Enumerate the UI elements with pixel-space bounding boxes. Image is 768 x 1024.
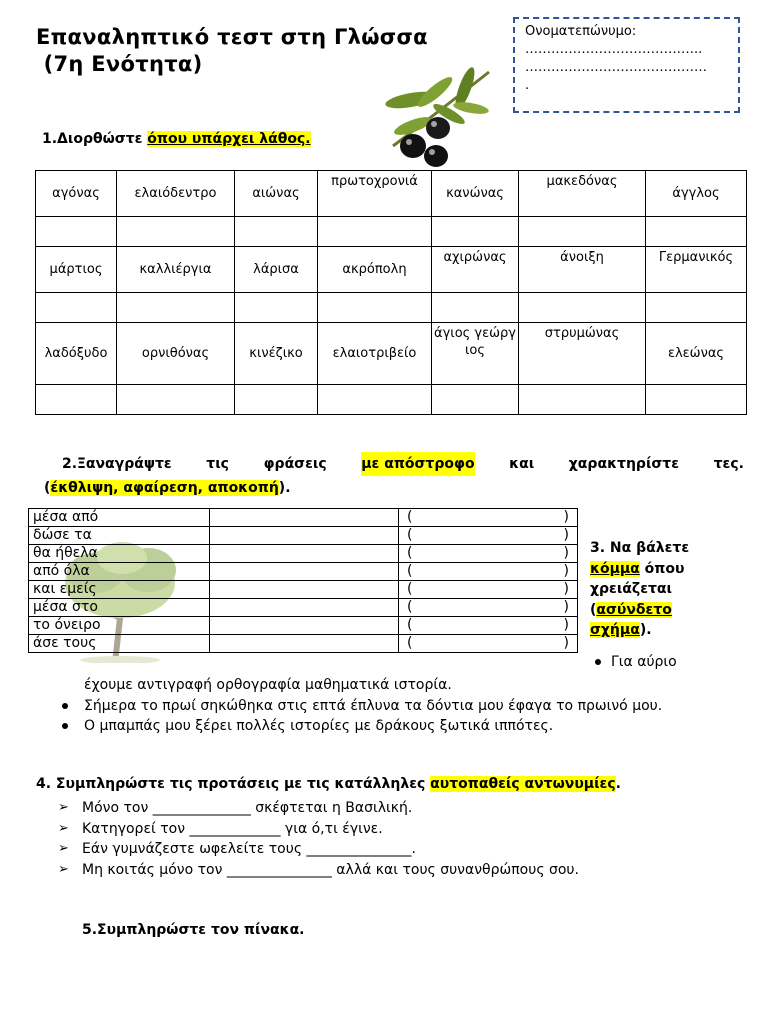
answer-cell[interactable] xyxy=(235,293,318,323)
close-paren: ) xyxy=(563,635,569,651)
table-cell: ορνιθόνας xyxy=(117,323,235,385)
table-cell: άγιος γεώργιος xyxy=(432,323,519,385)
table-cell: καλλιέργια xyxy=(117,247,235,293)
open-paren: ( xyxy=(407,527,413,543)
table-row xyxy=(29,599,578,617)
answer-cell[interactable] xyxy=(36,293,117,323)
answer-cell[interactable] xyxy=(646,217,747,247)
list-item xyxy=(58,860,579,881)
type-answer-cell[interactable] xyxy=(399,635,578,653)
s3-line-1: 3. Να βάλετε xyxy=(590,540,690,556)
table-row xyxy=(36,247,747,293)
correction-table xyxy=(35,170,747,415)
close-paren: ) xyxy=(563,509,569,525)
answer-cell[interactable] xyxy=(210,545,399,563)
title-line-2: (7η Ενότητα) xyxy=(36,52,203,76)
open-paren: ( xyxy=(407,599,413,615)
type-answer-cell[interactable] xyxy=(399,599,578,617)
open-paren: ( xyxy=(407,617,413,633)
s4-highlight: αυτοπαθείς αντωνυμίες xyxy=(430,776,616,792)
s2-word: και xyxy=(509,456,535,472)
s3-line-3 xyxy=(590,600,730,641)
item-text: Εάν γυμνάζεστε ωφελείτε τους _______________. xyxy=(82,841,416,857)
bullet-icon xyxy=(62,703,68,709)
type-answer-cell[interactable] xyxy=(399,545,578,563)
s2-word: 2.Ξαναγράψτε xyxy=(62,456,172,472)
section-4-list xyxy=(58,798,579,880)
answer-cell[interactable] xyxy=(235,217,318,247)
arrow-bullet-icon: ➢ xyxy=(58,820,69,836)
s3-open: ( xyxy=(590,601,597,618)
apostrophe-table xyxy=(28,508,578,653)
item-text: Ο μπαμπάς μου ξέρει πολλές ιστορίες με δράκους ξωτικά ιππότες. xyxy=(84,718,554,734)
s2-open: ( xyxy=(44,480,51,496)
table-cell: άγγλος xyxy=(646,171,747,217)
s2-word: χαρακτηρίστε xyxy=(568,456,680,472)
close-paren: ) xyxy=(563,617,569,633)
type-answer-cell[interactable] xyxy=(399,509,578,527)
list-item xyxy=(58,839,579,860)
phrase-cell: από όλα xyxy=(29,563,210,581)
title-line-1: Επαναληπτικό τεστ στη Γλώσσα xyxy=(36,25,428,49)
table-row xyxy=(36,323,747,385)
open-paren: ( xyxy=(407,581,413,597)
phrase-cell: δώσε τα xyxy=(29,527,210,545)
type-answer-cell[interactable] xyxy=(399,527,578,545)
s3-highlight-comma: κόμμα xyxy=(590,560,640,577)
phrase-cell: μέσα από xyxy=(29,509,210,527)
phrase-cell: θα ήθελα xyxy=(29,545,210,563)
phrase-cell: μέσα στο xyxy=(29,599,210,617)
s2-highlight-types: έκθλιψη, αφαίρεση, αποκοπή xyxy=(50,480,279,496)
table-cell: άνοιξη xyxy=(519,247,646,293)
list-item xyxy=(611,654,677,670)
answer-cell[interactable] xyxy=(235,385,318,415)
answer-cell[interactable] xyxy=(646,293,747,323)
answer-cell[interactable] xyxy=(519,217,646,247)
paren-pair xyxy=(399,635,577,652)
s4-suffix: . xyxy=(615,776,621,792)
table-row xyxy=(29,635,578,653)
bullet-icon xyxy=(62,723,68,729)
paren-pair xyxy=(399,563,577,580)
close-paren: ) xyxy=(563,599,569,615)
table-cell: Γερμανικός xyxy=(646,247,747,293)
section-1-highlight: όπου υπάρχει λάθος. xyxy=(147,131,311,147)
type-answer-cell[interactable] xyxy=(399,563,578,581)
answer-cell[interactable] xyxy=(210,599,399,617)
item-text: Κατηγορεί τον _____________ για ό,τι έγινε. xyxy=(82,820,383,837)
s3-close: ). xyxy=(639,622,652,638)
paren-pair xyxy=(399,545,577,562)
list-item xyxy=(60,716,768,737)
open-paren: ( xyxy=(407,509,413,525)
table-cell: ελεώνας xyxy=(646,323,747,385)
answer-cell[interactable] xyxy=(117,385,235,415)
paren-pair xyxy=(399,581,577,598)
name-dots-2: …………………………………… xyxy=(525,60,707,75)
close-paren: ) xyxy=(563,581,569,597)
list-item xyxy=(60,696,768,717)
section-4-heading xyxy=(36,776,621,792)
name-label: Ονοματεπώνυμο: xyxy=(525,24,637,39)
paren-pair xyxy=(399,617,577,634)
paren-pair xyxy=(399,599,577,616)
open-paren: ( xyxy=(407,563,413,579)
close-paren: ) xyxy=(563,545,569,561)
table-row xyxy=(36,171,747,217)
table-cell: ελαιοτριβείο xyxy=(318,323,432,385)
arrow-bullet-icon: ➢ xyxy=(58,800,69,815)
arrow-bullet-icon: ➢ xyxy=(58,861,69,877)
section-1-heading xyxy=(42,131,311,147)
s2-word: τις xyxy=(206,456,229,472)
answer-cell[interactable] xyxy=(519,293,646,323)
section-3-list xyxy=(60,675,768,737)
close-paren: ) xyxy=(563,563,569,579)
table-row xyxy=(29,545,578,563)
table-row xyxy=(29,581,578,599)
page-title xyxy=(36,24,428,78)
type-answer-cell[interactable] xyxy=(399,581,578,599)
olive-branch-icon xyxy=(383,66,495,176)
table-cell: ελαιόδεντρο xyxy=(117,171,235,217)
table-row xyxy=(36,293,747,323)
s3-highlight-asyndeton: ασύνδετο σχήμα xyxy=(590,601,672,638)
s2-close: ). xyxy=(278,480,291,496)
answer-cell[interactable] xyxy=(432,293,519,323)
s3-line-2 xyxy=(590,559,730,600)
name-dots-3: . xyxy=(525,78,530,93)
section-5-heading: 5.Συμπληρώστε τον πίνακα. xyxy=(82,922,305,938)
answer-cell[interactable] xyxy=(210,617,399,635)
answer-cell[interactable] xyxy=(36,385,117,415)
table-cell: στρυμώνας xyxy=(519,323,646,385)
item-text: Μόνο τον ______________ σκέφτεται η Βασιλική. xyxy=(82,800,413,816)
name-box[interactable] xyxy=(513,17,740,113)
answer-cell[interactable] xyxy=(210,509,399,527)
section-2-line-1 xyxy=(44,452,744,476)
answer-cell[interactable] xyxy=(117,217,235,247)
item-text: Σήμερα το πρωί σηκώθηκα στις επτά έπλυνα τα δόντια μου έφαγα το πρωινό μου. xyxy=(84,697,663,714)
phrase-cell: και εμείς xyxy=(29,581,210,599)
item-text: Μη κοιτάς μόνο τον _______________ αλλά και τους συνανθρώπους σου. xyxy=(82,861,579,878)
open-paren: ( xyxy=(407,635,413,651)
table-row xyxy=(29,617,578,635)
table-cell: αχιρώνας xyxy=(432,247,519,293)
list-item xyxy=(58,798,579,819)
bullet-icon xyxy=(595,659,601,665)
phrase-cell: άσε τους xyxy=(29,635,210,653)
paren-pair xyxy=(399,527,577,544)
answer-cell[interactable] xyxy=(318,293,432,323)
section-2-instructions xyxy=(44,452,744,500)
answer-cell[interactable] xyxy=(519,385,646,415)
answer-cell[interactable] xyxy=(318,217,432,247)
answer-cell[interactable] xyxy=(318,385,432,415)
section-2-line-2 xyxy=(44,476,744,500)
open-paren: ( xyxy=(407,545,413,561)
answer-cell[interactable] xyxy=(117,293,235,323)
type-answer-cell[interactable] xyxy=(399,617,578,635)
section-3-heading xyxy=(590,538,730,641)
s2-word: φράσεις xyxy=(263,456,327,472)
answer-cell[interactable] xyxy=(210,581,399,599)
s2-highlight-apostrophe: με απόστροφο xyxy=(361,452,474,476)
table-cell: κανώνας xyxy=(432,171,519,217)
table-cell: πρωτοχρονιά xyxy=(318,171,432,217)
table-cell: ακρόπολη xyxy=(318,247,432,293)
list-item xyxy=(58,819,579,840)
table-row xyxy=(29,509,578,527)
paren-pair xyxy=(399,509,577,526)
s3-text: όπου χρειάζεται xyxy=(590,560,690,597)
table-row xyxy=(29,563,578,581)
table-cell: μάρτιος xyxy=(36,247,117,293)
table-row xyxy=(36,385,747,415)
arrow-bullet-icon: ➢ xyxy=(58,841,69,856)
list-item-continued: έχουμε αντιγραφή ορθογραφία μαθηματικά ιστορία. xyxy=(84,677,452,693)
s2-word: τες. xyxy=(713,456,744,472)
section-1-prefix: 1.Διορθώστε xyxy=(42,131,148,147)
item-text: Για αύριο xyxy=(611,654,677,670)
table-cell: λαδόξυδο xyxy=(36,323,117,385)
name-dots-1: ………………………………….. xyxy=(525,42,703,57)
s4-prefix: 4. Συμπληρώστε τις προτάσεις με τις κατάλληλες xyxy=(36,776,431,792)
answer-cell[interactable] xyxy=(210,563,399,581)
table-cell: αιώνας xyxy=(235,171,318,217)
answer-cell[interactable] xyxy=(210,527,399,545)
table-cell: κινέζικο xyxy=(235,323,318,385)
answer-cell[interactable] xyxy=(36,217,117,247)
table-row xyxy=(29,527,578,545)
phrase-cell: το όνειρο xyxy=(29,617,210,635)
table-row xyxy=(36,217,747,247)
table-cell: μακεδόνας xyxy=(519,171,646,217)
table-cell: αγόνας xyxy=(36,171,117,217)
answer-cell[interactable] xyxy=(432,217,519,247)
close-paren: ) xyxy=(563,527,569,543)
answer-cell[interactable] xyxy=(432,385,519,415)
answer-cell[interactable] xyxy=(210,635,399,653)
answer-cell[interactable] xyxy=(646,385,747,415)
table-cell: λάρισα xyxy=(235,247,318,293)
